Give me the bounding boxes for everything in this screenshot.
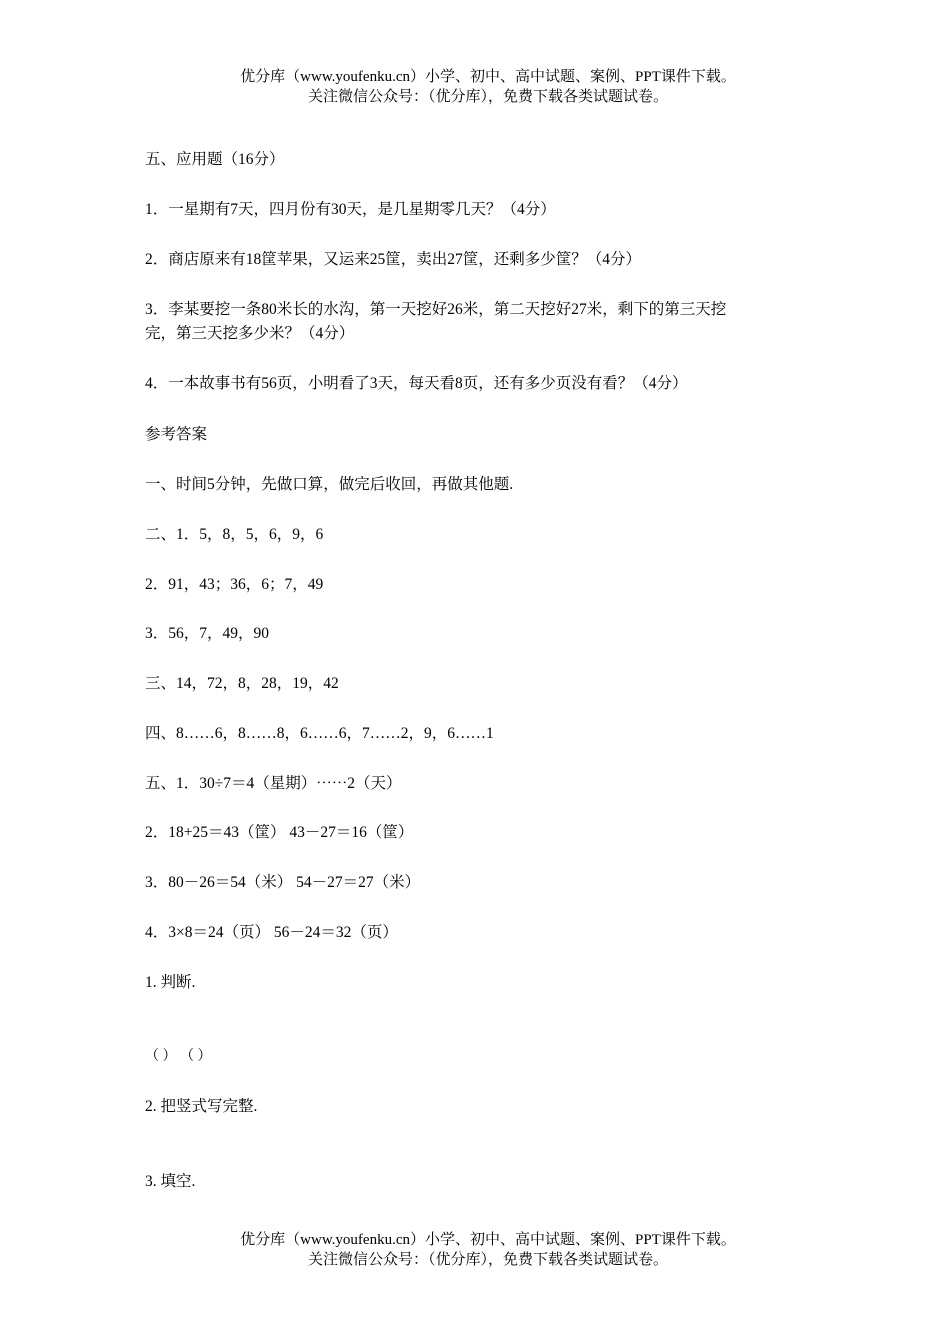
answer-section-1: 一、时间5分钟，先做口算，做完后收回，再做其他题. <box>145 476 514 493</box>
answer-section-5-item-4: 4．3×8＝24（页） 56－24＝32（页） <box>145 924 398 941</box>
answer-section-3: 三、14，72，8，28，19，42 <box>145 675 339 692</box>
question-2: 2．商店原来有18筐苹果，又运来25筐，卖出27筐，还剩多少筐？（4分） <box>145 251 642 268</box>
section-5-title: 五、应用题（16分） <box>145 151 285 168</box>
footer-line-1: 优分库（www.youfenku.cn）小学、初中、高中试题、案例、PPT课件下载。 <box>240 1232 736 1248</box>
answers-title: 参考答案 <box>145 426 208 443</box>
extra-item-3-fill: 3. 填空. <box>145 1173 196 1190</box>
page-footer <box>0 1230 950 1270</box>
footer-line-2: 关注微信公众号：（优分库），免费下载各类试题试卷。 <box>307 1252 668 1268</box>
question-3-line-2: 完，第三天挖多少米？（4分） <box>145 325 355 342</box>
answer-section-4: 四、8……6，8……8，6……6，7……2，9，6……1 <box>145 725 494 742</box>
extra-item-1-judge: 1. 判断. <box>145 974 196 991</box>
answer-section-2-item-2: 2．91，43；36，6；7，49 <box>145 576 324 593</box>
answer-section-2-item-1: 二、1．5，8，5，6，9，6 <box>145 526 324 543</box>
answer-section-5-item-1: 五、1．30÷7＝4（星期）⋯⋯2（天） <box>145 775 402 792</box>
question-4: 4．一本故事书有56页，小明看了3天，每天看8页，还有多少页没有看？（4分） <box>145 375 688 392</box>
page-header <box>0 67 950 107</box>
question-1: 1．一星期有7天，四月份有30天，是几星期零几天？（4分） <box>145 201 556 218</box>
header-line-2: 关注微信公众号：（优分库），免费下载各类试题试卷。 <box>307 89 668 105</box>
extra-item-1-blanks: （ ） （ ） <box>145 1049 212 1064</box>
header-line-1: 优分库（www.youfenku.cn）小学、初中、高中试题、案例、PPT课件下载。 <box>240 69 736 85</box>
answer-section-2-item-3: 3．56，7，49，90 <box>145 625 270 642</box>
extra-item-2-vertical: 2. 把竖式写完整. <box>145 1098 258 1115</box>
answer-section-5-item-3: 3．80－26＝54（米） 54－27＝27（米） <box>145 874 421 891</box>
question-3-line-1: 3．李某要挖一条80米长的水沟，第一天挖好26米，第二天挖好27米，剩下的第三天挖 <box>145 301 727 318</box>
answer-section-5-item-2: 2．18+25＝43（筐） 43－27＝16（筐） <box>145 824 414 841</box>
